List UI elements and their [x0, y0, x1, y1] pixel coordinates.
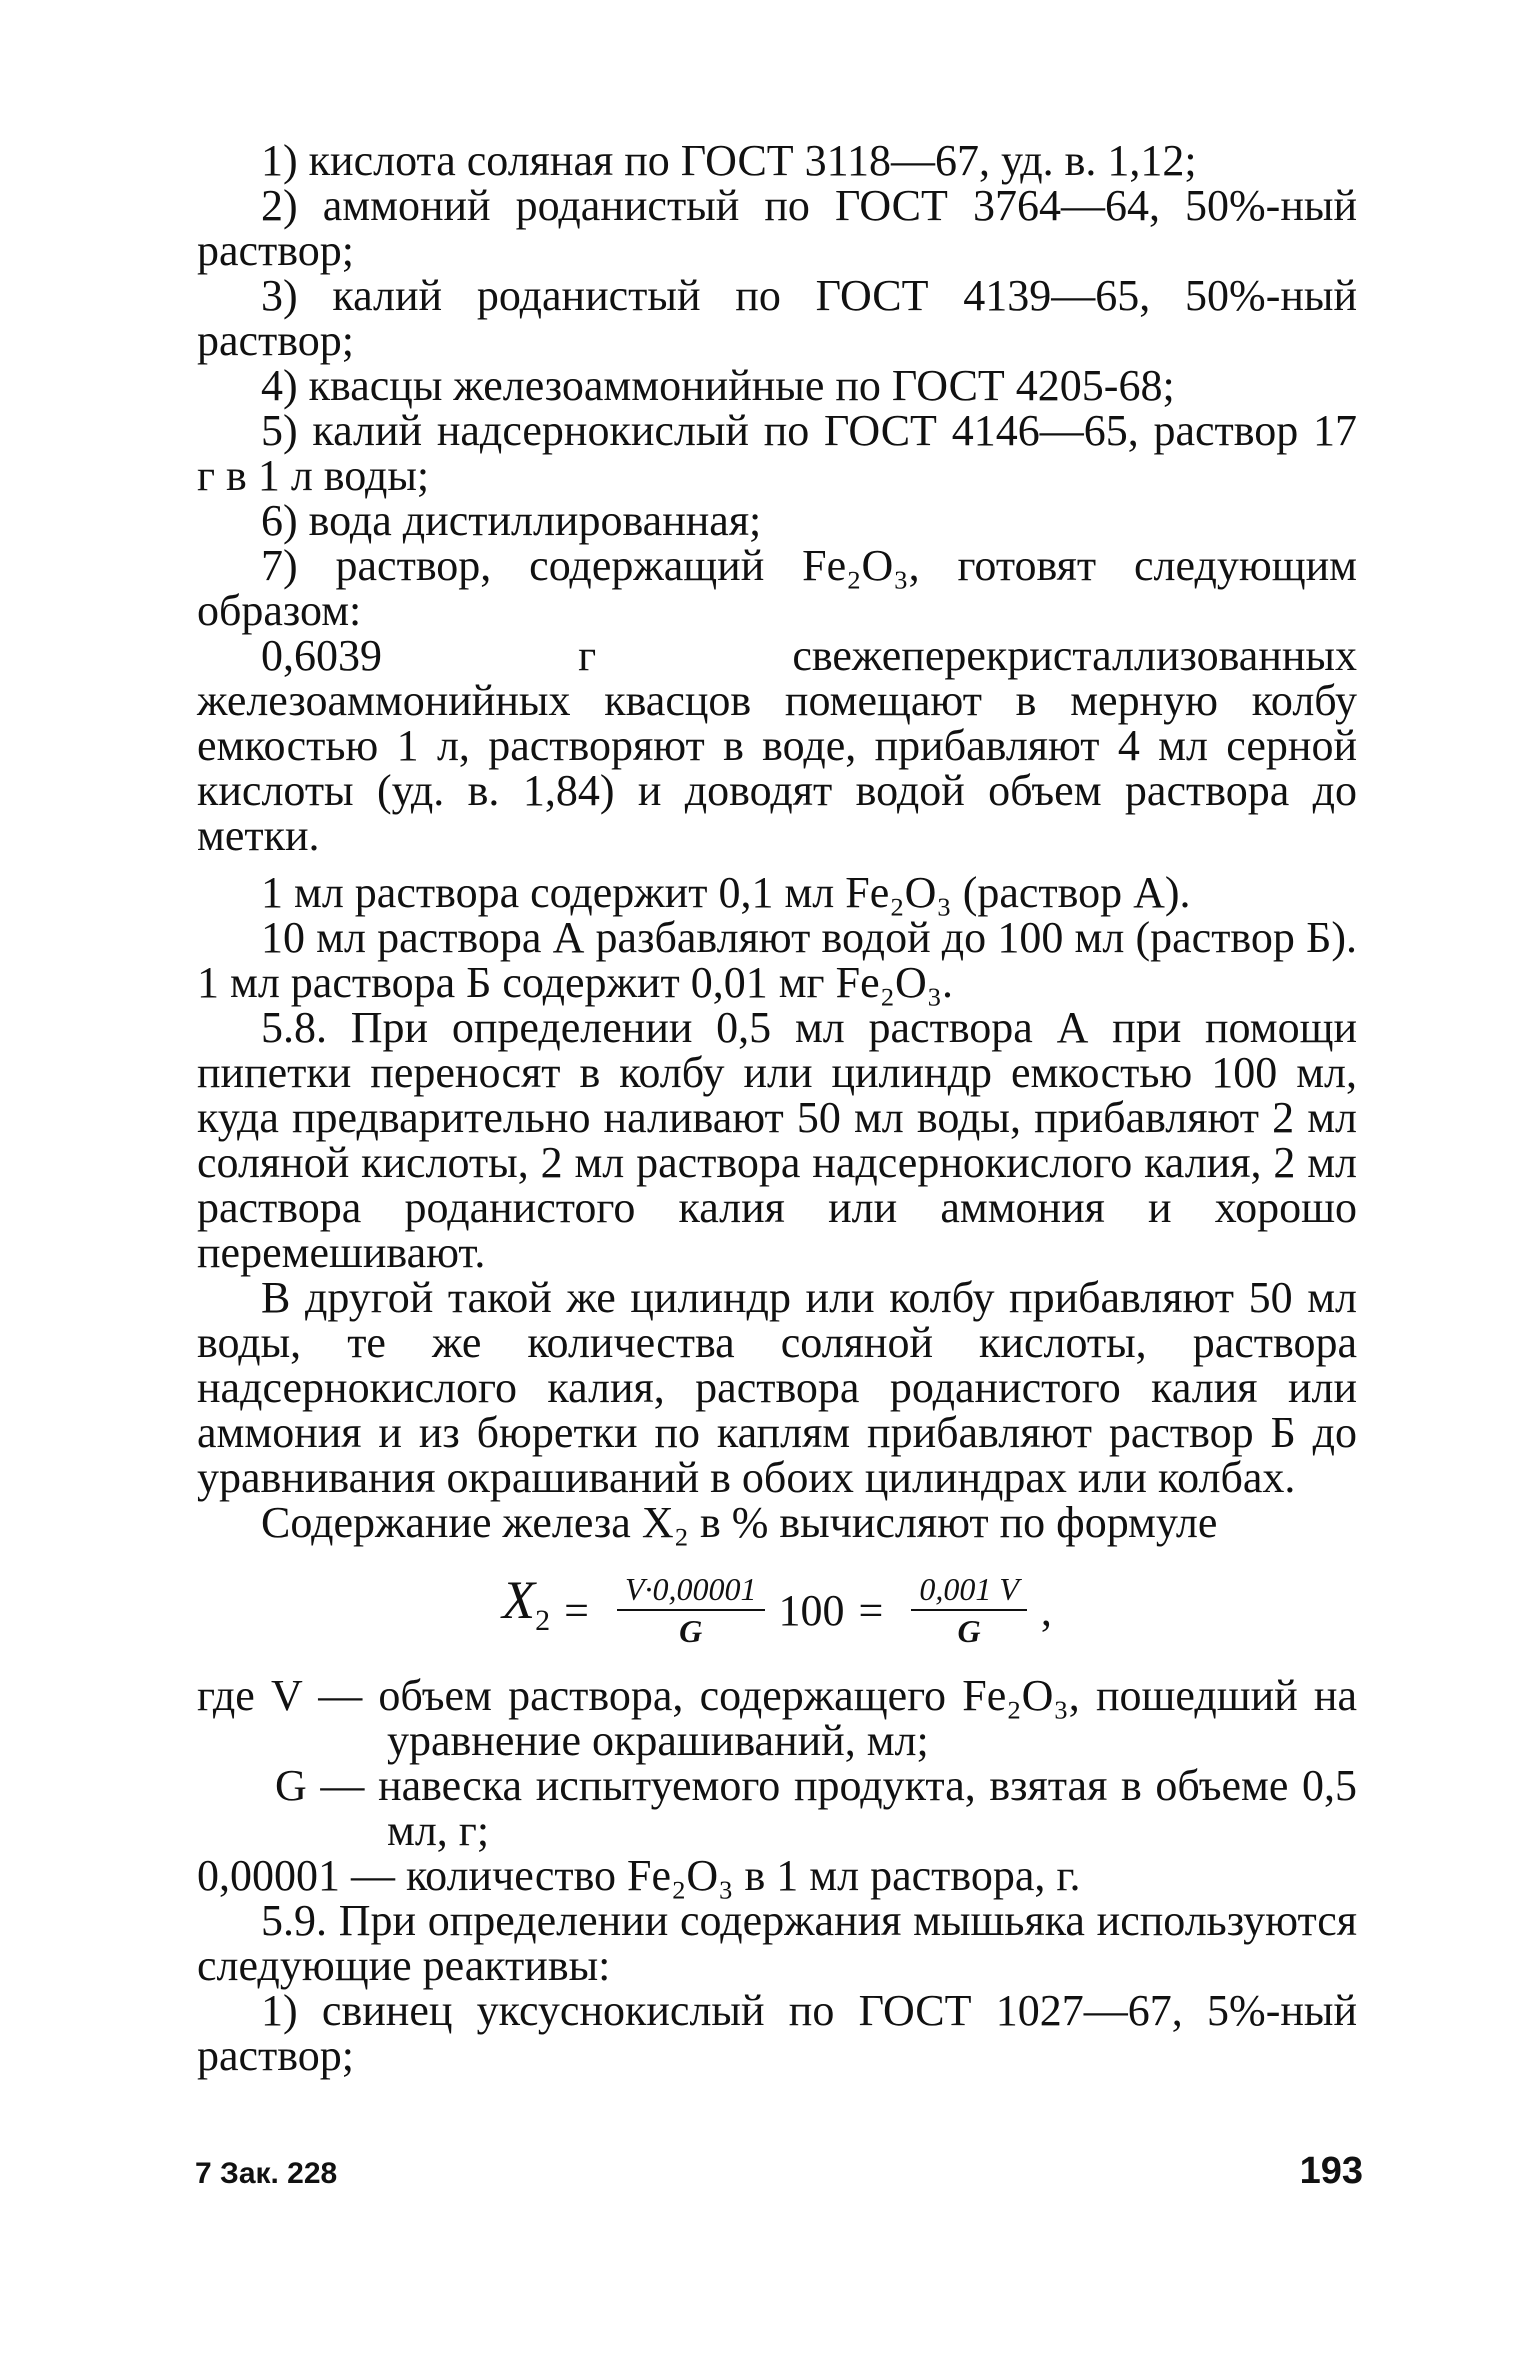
iron-content-formula — [197, 1551, 1357, 1669]
paragraph-solution-a: 1 мл раствора содержит 0,1 мл Fe₂O₃ (раствор А). — [261, 868, 1191, 917]
list-item-ammonium-thiocyanate: 2) аммоний роданистый по ГОСТ 3764—64, 50%-ный раствор; — [197, 181, 1357, 275]
paragraph-5-8: 5.8. При определении 0,5 мл раствора А при помощи пипетки переносят в колбу или цилиндр емкостью 100 мл, куда предварительно наливают 50 мл воды, прибавляют 2 мл соляной кислоты, 2 мл раствора надсернокислого калия, 2 мл раствора роданистого калия или аммония и хорошо перемешивают. — [197, 1003, 1357, 1277]
page-footer — [195, 2150, 1363, 2193]
page-number: 193 — [1299, 2150, 1363, 2192]
where-definition-g: G — навеска испытуемого продукта, взятая в объеме 0,5 мл, г; — [275, 1761, 1357, 1855]
list-item-hydrochloric-acid: 1) кислота соляная по ГОСТ 3118—67, уд. в. 1,12; — [261, 136, 1197, 185]
paragraph-preparation: 0,6039 г свежеперекристаллизованных железоаммонийных квасцов помещают в мерную колбу емкостью 1 л, растворяют в воде, прибавляют 4 мл серной кислоты (уд. в. 1,84) и доводят водой объем раствора до метки. — [197, 631, 1357, 860]
formula-numerator-2: 0,001 V — [911, 1569, 1027, 1611]
list-item-fe2o3-solution: 7) раствор, содержащий Fe₂O₃, готовят следующим образом: — [197, 541, 1357, 635]
where-definition-v: где V — объем раствора, содержащего Fe₂O₃, пошедший на уравнение окрашиваний, мл; — [197, 1671, 1357, 1765]
paragraph-solution-b: 10 мл раствора А разбавляют водой до 100 мл (раствор Б). 1 мл раствора Б содержит 0,01 мг Fe₂O₃. — [197, 913, 1357, 1007]
formula-numerator-1: V·0,00001 — [617, 1569, 765, 1611]
print-order-mark: 7 Зак. 228 — [195, 2157, 338, 2190]
paragraph-second-cylinder: В другой такой же цилиндр или колбу прибавляют 50 мл воды, те же количества соляной кислоты, раствора надсернокислого калия, раствора роданистого калия или аммония и из бюретки по каплям прибавляют раствор Б до уравнивания окрашиваний в обоих цилиндрах или колбах. — [197, 1273, 1357, 1502]
list-item-distilled-water: 6) вода дистиллированная; — [261, 496, 762, 545]
paragraph-formula-intro: Содержание железа X₂ в % вычисляют по формуле — [261, 1498, 1218, 1547]
list-item-lead-acetate: 1) свинец уксуснокислый по ГОСТ 1027—67, 5%-ный раствор; — [197, 1986, 1357, 2080]
formula-fraction-1 — [617, 1569, 765, 1651]
list-item-potassium-persulfate: 5) калий надсернокислый по ГОСТ 4146—65, раствор 17 г в 1 л воды; — [197, 406, 1357, 500]
where-definition-constant: 0,00001 — количество Fe₂O₃ в 1 мл раствора, г. — [197, 1851, 1081, 1900]
formula-equals-2: = — [858, 1585, 884, 1635]
paragraph-5-9: 5.9. При определении содержания мышьяка используются следующие реактивы: — [197, 1896, 1357, 1990]
formula-comma: , — [1040, 1585, 1052, 1635]
formula-denominator-2: G — [957, 1613, 981, 1649]
formula-denominator-1: G — [679, 1613, 703, 1649]
formula-multiplier: 100 — [778, 1585, 845, 1635]
formula-lhs: $X_2$ — [502, 1569, 551, 1637]
list-item-iron-alum: 4) квасцы железоаммонийные по ГОСТ 4205-68; — [261, 361, 1175, 410]
body-text — [197, 138, 1357, 2078]
list-item-potassium-thiocyanate: 3) калий роданистый по ГОСТ 4139—65, 50%-ный раствор; — [197, 271, 1357, 365]
formula-equals: = — [564, 1585, 589, 1635]
formula-fraction-2 — [911, 1569, 1027, 1651]
